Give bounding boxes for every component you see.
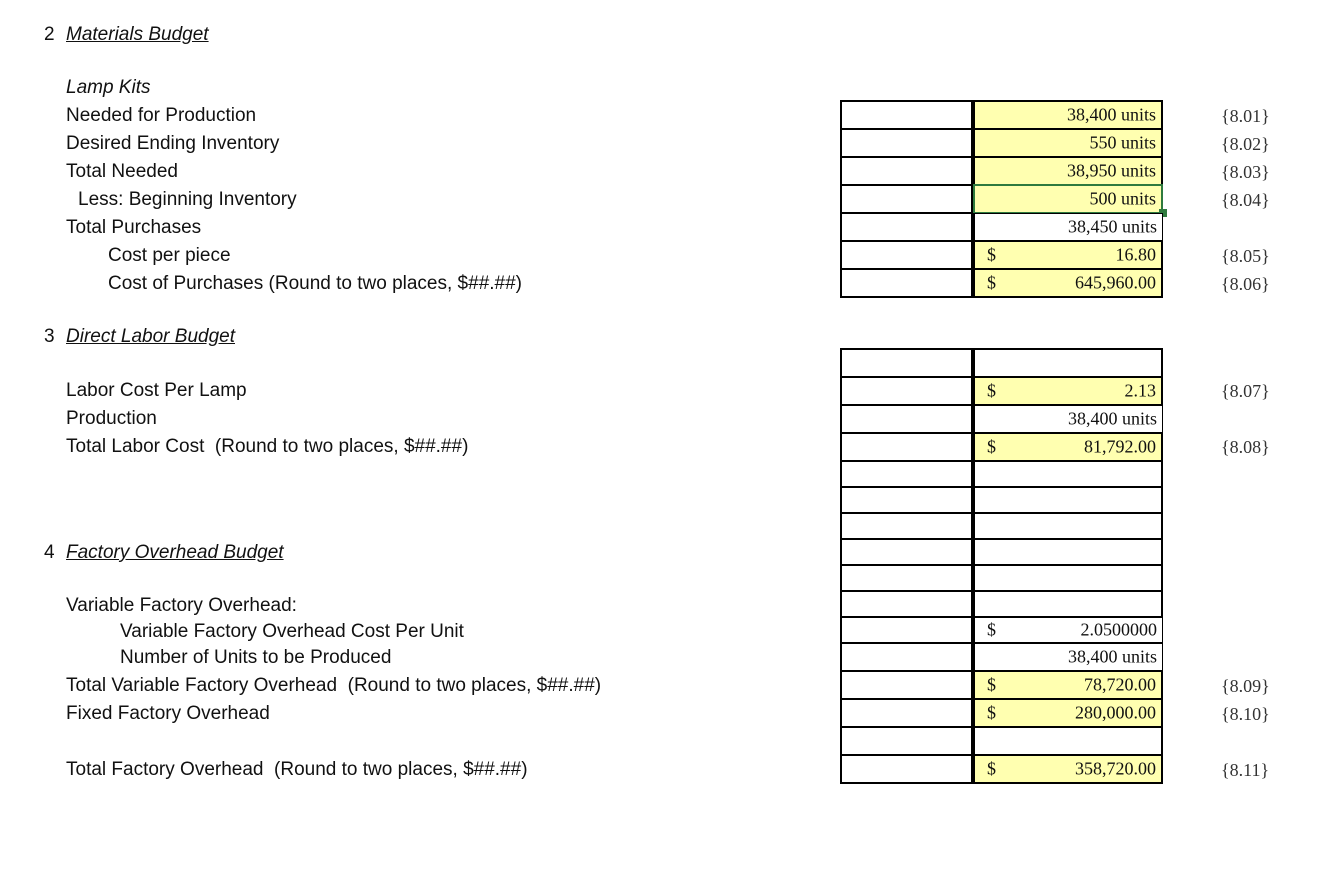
cell-needed-for-production[interactable] (973, 100, 1163, 130)
cell-blank[interactable] (973, 460, 1163, 488)
dollar-sign: $ (987, 272, 996, 293)
cell-a-beginning-inventory[interactable] (840, 184, 973, 214)
dollar-sign: $ (987, 758, 996, 779)
value-total-labor-cost: 81,792.00 (1084, 436, 1156, 457)
ref-8-02: {8.02} (1221, 134, 1270, 154)
label-total-labor-cost: Total Labor Cost (Round to two places, $##.##) (66, 436, 469, 457)
cell-a-desired-ending-inventory[interactable] (840, 128, 973, 158)
label-cost-of-purchases: Cost of Purchases (Round to two places, $##.##) (108, 273, 523, 294)
value-overhead-cost-per-unit: 2.0500000 (1080, 619, 1157, 640)
cell-labor-cost-per-lamp[interactable] (973, 376, 1163, 406)
cell-a-blank[interactable] (840, 512, 973, 540)
section-title-materials: Materials Budget (66, 24, 209, 45)
cell-a-total-purchases[interactable] (840, 212, 973, 242)
dollar-sign: $ (987, 674, 996, 695)
ref-8-11: {8.11} (1221, 760, 1270, 780)
ref-8-01: {8.01} (1221, 106, 1270, 126)
label-cost-per-piece: Cost per piece (108, 245, 231, 266)
dollar-sign: $ (987, 619, 996, 640)
value-total-needed: 38,950 units (1066, 160, 1156, 181)
cell-total-labor-cost[interactable] (973, 432, 1163, 462)
cell-total-factory-overhead[interactable] (973, 754, 1163, 784)
cell-blank[interactable] (973, 512, 1163, 540)
cell-fixed-overhead[interactable] (973, 698, 1163, 728)
cell-a-units-to-be-produced[interactable] (840, 642, 973, 672)
value-desired-ending-inventory: 550 units (1089, 132, 1156, 153)
cell-a-blank[interactable] (840, 564, 973, 592)
label-variable-overhead-cost-per-unit: Variable Factory Overhead Cost Per Unit (120, 621, 464, 642)
label-needed-for-production: Needed for Production (66, 105, 257, 126)
cell-blank[interactable] (973, 564, 1163, 592)
ref-8-07: {8.07} (1221, 381, 1270, 401)
label-labor-cost-per-lamp: Labor Cost Per Lamp (66, 380, 247, 401)
cell-a-blank[interactable] (840, 486, 973, 514)
ref-8-10: {8.10} (1221, 704, 1270, 724)
cell-overhead-cost-per-unit[interactable] (973, 617, 1163, 643)
label-total-factory-overhead: Total Factory Overhead (Round to two places, $##.##) (66, 759, 528, 780)
ref-8-09: {8.09} (1221, 676, 1270, 696)
dollar-sign: $ (987, 244, 996, 265)
section-title-overhead: Factory Overhead Budget (66, 542, 284, 563)
cell-cost-per-piece[interactable] (973, 240, 1163, 270)
cell-production[interactable] (973, 405, 1163, 433)
ref-8-05: {8.05} (1221, 246, 1270, 266)
section-number-materials: 2 (44, 24, 55, 45)
value-beginning-inventory: 500 units (1089, 188, 1156, 209)
value-cost-of-purchases: 645,960.00 (1075, 272, 1156, 293)
cell-a-labor-cost-per-lamp[interactable] (840, 376, 973, 406)
cell-blank[interactable] (973, 590, 1163, 618)
cell-a-total-needed[interactable] (840, 156, 973, 186)
value-needed-for-production: 38,400 units (1066, 104, 1156, 125)
cell-desired-ending-inventory[interactable] (973, 128, 1163, 158)
value-fixed-overhead: 280,000.00 (1075, 702, 1156, 723)
cell-units-to-be-produced[interactable] (973, 643, 1163, 671)
cell-a-blank[interactable] (840, 538, 973, 566)
cell-total-variable-overhead[interactable] (973, 670, 1163, 700)
cell-cost-of-purchases[interactable] (973, 268, 1163, 298)
label-fixed-factory-overhead: Fixed Factory Overhead (66, 703, 270, 724)
value-total-factory-overhead: 358,720.00 (1075, 758, 1156, 779)
value-production: 38,400 units (1067, 408, 1157, 429)
cell-a-blank[interactable] (840, 590, 973, 618)
label-total-needed: Total Needed (66, 161, 178, 182)
ref-8-08: {8.08} (1221, 437, 1270, 457)
ref-8-04: {8.04} (1221, 190, 1270, 210)
value-total-purchases: 38,450 units (1067, 216, 1157, 237)
value-labor-cost-per-lamp: 2.13 (1124, 380, 1156, 401)
value-total-variable-overhead: 78,720.00 (1084, 674, 1156, 695)
lamp-kits-subheading: Lamp Kits (66, 77, 151, 98)
cell-a-total-factory-overhead[interactable] (840, 754, 973, 784)
label-less-beginning-inventory: Less: Beginning Inventory (78, 189, 297, 210)
cell-blank[interactable] (973, 726, 1163, 756)
cell-a-needed-for-production[interactable] (840, 100, 973, 130)
label-units-to-be-produced: Number of Units to be Produced (120, 647, 392, 668)
dollar-sign: $ (987, 702, 996, 723)
cell-a-total-variable-overhead[interactable] (840, 670, 973, 700)
cell-a-production[interactable] (840, 404, 973, 434)
cell-total-purchases[interactable] (973, 213, 1163, 241)
cell-a-blank[interactable] (840, 460, 973, 488)
cell-a-blank[interactable] (840, 726, 973, 756)
label-variable-factory-overhead: Variable Factory Overhead: (66, 595, 297, 616)
cell-blank[interactable] (973, 486, 1163, 514)
label-production: Production (66, 408, 157, 429)
section-number-labor: 3 (44, 326, 55, 347)
cell-a-cost-per-piece[interactable] (840, 240, 973, 270)
cell-a-labor-blank[interactable] (840, 348, 973, 378)
cell-blank[interactable] (973, 538, 1163, 566)
dollar-sign: $ (987, 436, 996, 457)
cell-a-total-labor-cost[interactable] (840, 432, 973, 462)
cell-a-overhead-cost-per-unit[interactable] (840, 616, 973, 644)
cell-labor-blank[interactable] (973, 348, 1163, 378)
label-total-purchases: Total Purchases (66, 217, 202, 238)
cell-a-fixed-overhead[interactable] (840, 698, 973, 728)
dollar-sign: $ (987, 380, 996, 401)
label-desired-ending-inventory: Desired Ending Inventory (66, 133, 280, 154)
ref-8-03: {8.03} (1221, 162, 1270, 182)
label-total-variable-overhead: Total Variable Factory Overhead (Round to two places, $##.##) (66, 675, 602, 696)
value-cost-per-piece: 16.80 (1115, 244, 1156, 265)
section-title-labor: Direct Labor Budget (66, 326, 235, 347)
cell-total-needed[interactable] (973, 156, 1163, 186)
cell-a-cost-of-purchases[interactable] (840, 268, 973, 298)
ref-8-06: {8.06} (1221, 274, 1270, 294)
value-units-to-be-produced: 38,400 units (1067, 646, 1157, 667)
cell-beginning-inventory-selected[interactable] (973, 184, 1163, 214)
section-number-overhead: 4 (44, 542, 55, 563)
